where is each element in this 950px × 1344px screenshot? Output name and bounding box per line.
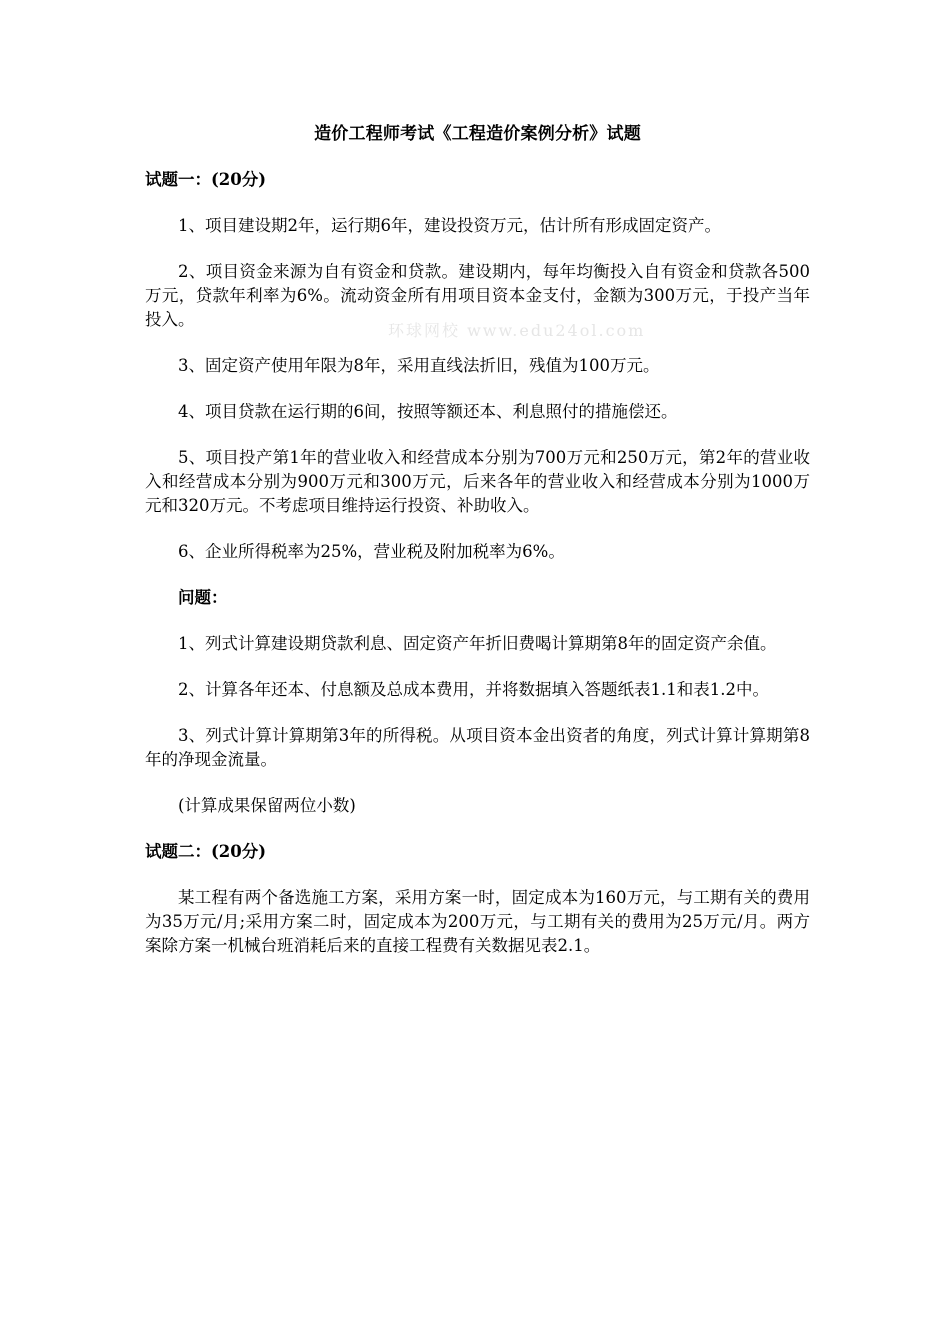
section1-item-3: 3、固定资产使用年限为8年，采用直线法折旧，残值为100万元。 [178,356,660,375]
question-2: 2、计算各年还本、付息额及总成本费用，并将数据填入答题纸表1.1和表1.2中。 [178,680,769,699]
question-1: 1、列式计算建设期贷款利息、固定资产年折旧费喝计算期第8年的固定资产余值。 [178,634,777,653]
section1-item-1: 1、项目建设期2年，运行期6年，建设投资万元，估计所有形成固定资产。 [178,216,721,235]
section1-item-5: 5、项目投产第1年的营业收入和经营成本分别为700万元和250万元，第2年的营业收入和经营成本分别为900万元和300万元，后来各年的营业收入和经营成本分别为1000万元和320万元。不考虑项目维持运行投资、补助收入。 [145,448,810,515]
calculation-note: (计算成果保留两位小数) [178,796,356,815]
section1-item-6: 6、企业所得税率为25%，营业税及附加税率为6%。 [178,542,565,561]
questions-heading: 问题： [178,588,228,607]
section1-heading: 试题一：(20分) [145,170,267,189]
document-content [145,122,810,980]
section1-item-4: 4、项目贷款在运行期的6间，按照等额还本、利息照付的措施偿还。 [178,402,678,421]
section2-heading: 试题二：(20分) [145,842,267,861]
watermark: 环球网校 www.edu24ol.com [388,321,646,340]
question-3: 3、列式计算计算期第3年的所得税。从项目资本金出资者的角度，列式计算计算期第8年的净现金流量。 [145,726,810,769]
section2-body: 某工程有两个备选施工方案，采用方案一时，固定成本为160万元，与工期有关的费用为35万元/月;采用方案二时，固定成本为200万元，与工期有关的费用为25万元/月。两方案除方案一机械台班消耗后来的直接工程费有关数据见表2.1。 [145,888,810,955]
section1-item-2: 2、项目资金来源为自有资金和贷款。建设期内，每年均衡投入自有资金和贷款各500万元，贷款年利率为6%。流动资金所有用项目资本金支付，金额为300万元，于投产当年投入。 [145,262,810,329]
document-title: 造价工程师考试《工程造价案例分析》试题 [314,124,641,144]
